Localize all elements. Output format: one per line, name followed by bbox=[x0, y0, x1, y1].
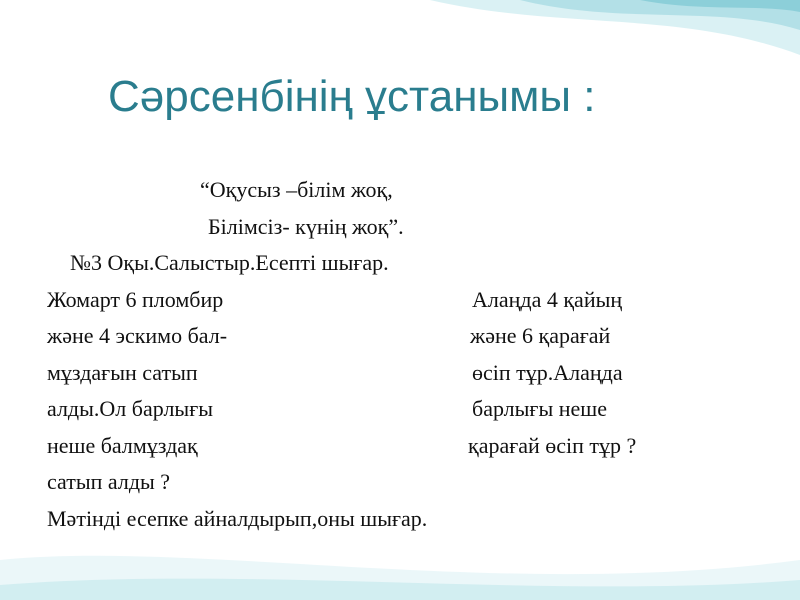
left-problem-line: сатып алды ? bbox=[47, 469, 171, 494]
right-problem-line: қарағай өсіп тұр ? bbox=[468, 433, 637, 458]
quote-line-2: Білімсіз- күнің жоқ”. bbox=[208, 214, 404, 239]
left-problem-line: алды.Ол барлығы bbox=[47, 396, 214, 421]
left-problem-line: неше балмұздақ bbox=[47, 433, 198, 458]
quote-line-1: “Оқусыз –білім жоқ, bbox=[200, 177, 393, 202]
right-problem-line: Алаңда 4 қайың bbox=[472, 287, 623, 312]
right-problem-line: барлығы неше bbox=[472, 396, 607, 421]
left-problem-line: және 4 эскимо бал- bbox=[47, 323, 228, 348]
right-problem-line: және 6 қарағай bbox=[470, 323, 611, 348]
slide-title: Сәрсенбінің ұстанымы : bbox=[108, 72, 596, 121]
footer-instruction: Мәтінді есепке айналдырып,оны шығар. bbox=[47, 506, 428, 531]
task-header: №3 Оқы.Салыстыр.Есепті шығар. bbox=[70, 250, 389, 275]
left-problem-line: Жомарт 6 пломбир bbox=[47, 287, 224, 312]
right-problem-line: өсіп тұр.Алаңда bbox=[472, 360, 623, 385]
left-problem-line: мұздағын сатып bbox=[47, 360, 198, 385]
